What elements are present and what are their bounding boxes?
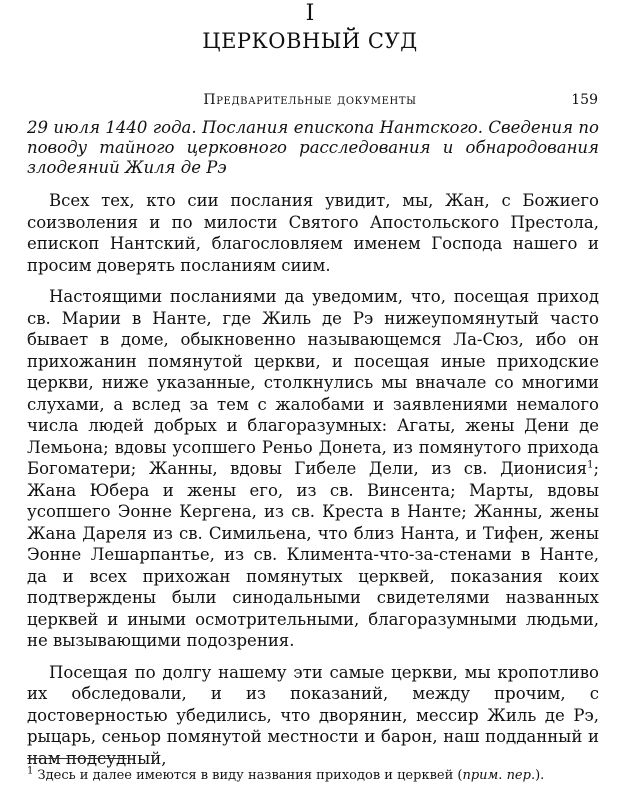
part-number: I (305, 1, 315, 26)
footnote-closing: ). (535, 768, 545, 783)
footnote-reference[interactable]: 1 (587, 459, 594, 471)
paragraph-2 (27, 286, 599, 652)
footnote-divider (27, 758, 127, 759)
paragraph-2-text-b: ; Жана Юбера и жены его, из св. Винсента; Марты, вдовы усопшего Эонне Кергена, из св. Креста в Нанте; Жанны, жены Жана Дареля из св. Симильена, что близ Нанта, и Тифен, жены Эонне Лешарпантье, из св. Климента-что-за-стенами в Нанте, да и всех прихожан помянутых церквей, показания коих подтверждены были синодальными свидетелями названных церквей и иными осмотрительными, благоразумными людьми, не вызывающими подозрения. (27, 459, 599, 650)
footnote (27, 765, 599, 784)
running-head: Предварительные документы (203, 92, 417, 108)
part-title: ЦЕРКОВНЫЙ СУД (202, 29, 418, 53)
body-text (27, 190, 599, 779)
paragraph-1: Всех тех, кто сии послания увидит, мы, Жан, с Божиего соизволения и по милости Святого Апостольского Престола, епископ Нантский, благословляем именем Господа нашего и просим доверять посланиям сиим. (27, 191, 599, 275)
paragraph-3: Посещая по долгу нашему эти самые церкви, мы кропотливо их обследовали, и из показаний, между прочим, с достоверностью убедились, что дворянин, мессир Жиль де Рэ, рыцарь, сеньор помянутой местности и барон, наш подданный и нам подсудный, (27, 662, 599, 768)
footnote-text: Здесь и далее имеются в виду названия приходов и церквей ( (37, 768, 463, 783)
document-heading: 29 июля 1440 года. Послания епископа Нантского. Сведения по поводу тайного церковного расследования и обнародования злодеяний Жиля де Рэ (27, 118, 599, 177)
footnote-italic: прим. пер. (462, 768, 536, 783)
footnote-mark: 1 (27, 765, 34, 777)
paragraph-2-text-a: Настоящими посланиями да уведомим, что, посещая приход св. Марии в Нанте, где Жиль де Рэ нижеупомянутый часто бывает в доме, обыкновенно называющемся Ла-Сюз, ибо он прихожанин помянутой церкви, и посещая иные приходские церкви, ниже указанные, столкнулись мы вначале со многими слухами, а вслед за тем с жалобами и заявлениями немалого числа людей добрых и благоразумных: Агаты, жены Дени де Лемьона; вдовы усопшего Реньо Донета, из помянутого прихода Богоматери; Жанны, вдовы Гибеле Дели, из св. Дионисия (27, 287, 599, 478)
page-number: 159 (571, 92, 598, 108)
